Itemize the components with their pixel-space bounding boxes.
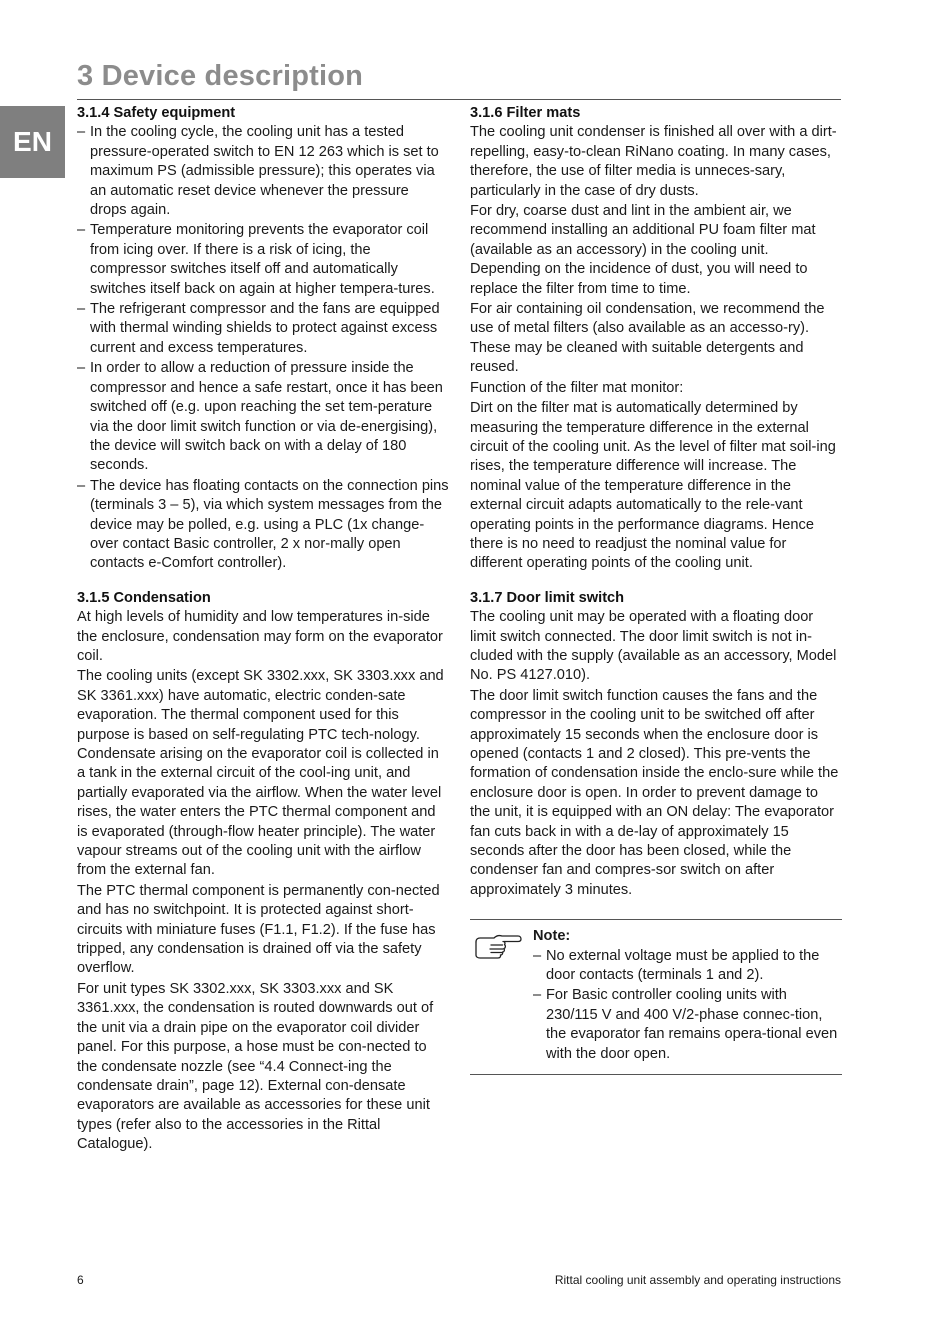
list-item: – In the cooling cycle, the cooling unit has a tested pressure-operated switch to EN 12 263 which is set to maximum PS (admissible pressure); this operates via an automatic reset device whenever the pressure drops again. xyxy=(77,123,449,220)
paragraph: For dry, coarse dust and lint in the ambient air, we recommend installing an additional PU foam filter mat (available as an accessory) in the cooling unit. Depending on the incidence of dust, you will need to replace the filter from time to time. xyxy=(470,203,816,297)
paragraph: The PTC thermal component is permanently con-nected and has no switchpoint. It is protected against short-circuits with miniature fuses (F1.1, F1.2). If the fuse has tripped, any condensation is drained off via the safety overflow. xyxy=(77,882,440,977)
left-column xyxy=(77,104,449,1155)
safety-equipment-list xyxy=(77,123,449,573)
page-number: 6 xyxy=(77,1273,84,1287)
list-item: – In order to allow a reduction of pressure inside the compressor and hence a safe restart, once it has been switched off (e.g. upon reaching the set tem-perature via the door limit switch function or via de-energising), the device will switch back on with a delay of 180 seconds. xyxy=(77,359,449,475)
condensation-heading: 3.1.5 Condensation xyxy=(77,589,211,606)
paragraph: The door limit switch function causes the fans and the compressor in the cooling unit to be switched off after approximately 15 seconds when the enclosure door is opened (contacts 1 and 2 closed). This pre-vents the formation of condensation inside the enclo-sure while the enclosure door is open. In order to prevent damage to the unit, it is equipped with an ON delay: The evaporator fan cuts back in with a de-lay of approximately 15 seconds after the door has been closed, while the condenser fan and compres-sor switch on after approximately 3 minutes. xyxy=(470,687,839,898)
list-item: – Temperature monitoring prevents the evaporator coil from icing over. If there is a risk of icing, the compressor switches itself off and automatically switches itself back on again at higher tempera-tures. xyxy=(77,221,449,299)
pointing-hand-icon xyxy=(474,932,522,960)
language-tab: EN xyxy=(0,106,65,178)
paragraph: For unit types SK 3302.xxx, SK 3303.xxx and SK 3361.xxx, the condensation is routed downwards out of the unit via a drain pipe on the evaporator coil divider panel. For this purpose, a hose must be con-nected to the condensate nozzle (see “4.4 Connect-ing the condensate drain”, page 12). External con-densate evaporators are available as accessories for these unit types (refer also to the accessories in the Rittal Catalogue). xyxy=(77,980,434,1153)
safety-equipment-heading: 3.1.4 Safety equipment xyxy=(77,105,236,121)
chapter-title: 3 Device description xyxy=(77,60,364,92)
note-title: Note: xyxy=(533,928,571,945)
paragraph: The cooling unit may be operated with a floating door limit switch connected. The door limit switch is not in-cluded with the supply (available as an accessory, Model No. PS 4127.010). xyxy=(470,609,837,684)
note-box xyxy=(470,919,842,1075)
footer-title: Rittal cooling unit assembly and operating instructions xyxy=(554,1273,841,1287)
filter-mats-heading: 3.1.6 Filter mats xyxy=(470,105,581,121)
paragraph: The cooling units (except SK 3302.xxx, SK 3303.xxx and SK 3361.xxx) have automatic, electric conden-sate evaporation. The thermal component used for this purpose is based on self-regulating PTC tech-nology. Condensate arising on the evaporator coil is collected in a tank in the external circuit of the cool-ing unit, and partially evaporated via the airflow. When the water level rises, the water enters the PTC thermal component and is evaporated (through-flow heater principle). The water vapour streams out of the cooling unit with the airflow from the external fan. xyxy=(77,668,444,879)
door-limit-switch-heading: 3.1.7 Door limit switch xyxy=(470,589,625,606)
list-item: – The refrigerant compressor and the fans are equipped with thermal winding shields to protect against excess current and excess temperatures. xyxy=(77,300,449,358)
note-list xyxy=(533,947,842,1064)
right-column xyxy=(470,104,842,1075)
title-rule xyxy=(77,99,841,100)
paragraph: At high levels of humidity and low temperatures in-side the enclosure, condensation may form on the evaporator coil. xyxy=(77,609,443,664)
list-item: – For Basic controller cooling units with 230/115 V and 400 V/2-phase connec-tion, the evaporator fan remains opera-tional even with the door open. xyxy=(533,986,842,1064)
paragraph: Function of the filter mat monitor: xyxy=(470,379,684,396)
note-body xyxy=(470,927,842,1064)
paragraph: Dirt on the filter mat is automatically determined by measuring the temperature difference in the external circuit of the cooling unit. As the level of filter mat soil-ing rises, the temperature difference will increase. The nominal value of the temperature difference in the external circuit adapts automatically to the rele-vant operating points in the performance diagrams. Hence there is no need to readjust the nominal value for different operating points of the cooling unit. xyxy=(470,400,836,572)
list-item: – No external voltage must be applied to the door contacts (terminals 1 and 2). xyxy=(533,947,842,986)
list-item: – The device has floating contacts on the connection pins (terminals 3 – 5), via which system messages from the device may be polled, e.g. using a PLC (1x change-over contact Basic controller, 2 x nor-mally open contacts e-Comfort controller). xyxy=(77,477,449,574)
paragraph: The cooling unit condenser is finished all over with a dirt-repelling, easy-to-clean RiNano coating. In many cases, therefore, the use of filter media is unneces-sary, particularly in the case of dry dusts. xyxy=(470,124,837,199)
paragraph: For air containing oil condensation, we recommend the use of metal filters (also available as an accesso-ry). These may be cleaned with suitable detergents and reused. xyxy=(470,301,825,376)
